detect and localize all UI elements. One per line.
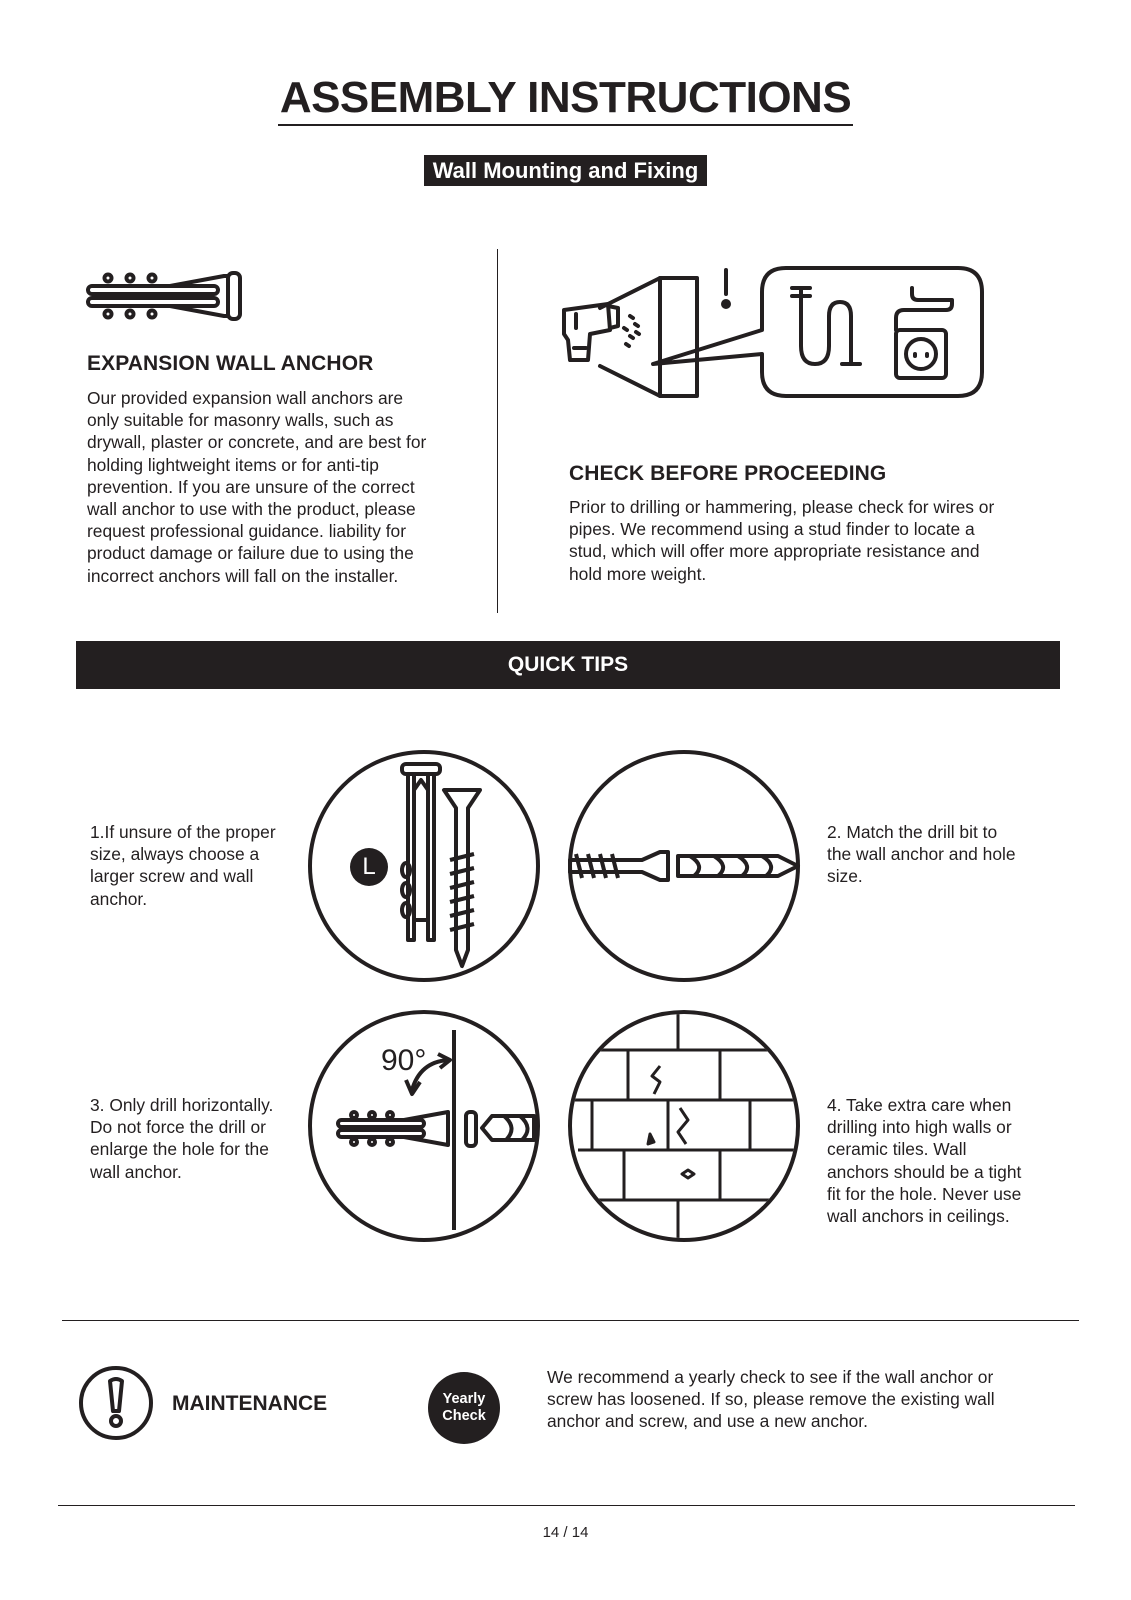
- size-l-badge: L: [350, 848, 388, 886]
- page-number: 14 / 14: [542, 1524, 589, 1541]
- text-line: wall anchors in ceilings.: [827, 1206, 1010, 1227]
- text-line: drilling into high walls or: [827, 1117, 1012, 1138]
- text-line: holding lightweight items or for anti-tip: [87, 454, 379, 475]
- footer-separator: [58, 1505, 1075, 1506]
- text-line: request professional guidance. liability for: [87, 521, 407, 542]
- check-heading: CHECK BEFORE PROCEEDING: [569, 462, 887, 485]
- text-line: screw has loosened. If so, please remove the existing wall: [547, 1389, 995, 1410]
- text-line: incorrect anchors will fall on the installer.: [87, 565, 399, 586]
- text-line: prevention. If you are unsure of the correct: [87, 476, 415, 497]
- text-line: Do not force the drill or: [90, 1117, 266, 1138]
- text-line: We recommend a yearly check to see if the wall anchor or: [547, 1367, 994, 1387]
- page-title: ASSEMBLY INSTRUCTIONS: [278, 72, 853, 126]
- tile-wall-crack-circle-icon: [568, 1010, 800, 1242]
- tip-4-text: [827, 1094, 1021, 1227]
- text-line: hold more weight.: [569, 563, 707, 584]
- maintenance-separator: [62, 1320, 1079, 1321]
- screw-drill-bit-circle-icon: [568, 750, 800, 982]
- exclamation-circle-icon: [78, 1365, 154, 1441]
- text-line: anchor.: [90, 888, 148, 909]
- page-subtitle-wrap: [0, 155, 1131, 186]
- tip-3-text: [90, 1094, 273, 1183]
- text-line: ceramic tiles. Wall: [827, 1139, 967, 1160]
- text-line: size, always choose a: [90, 844, 260, 865]
- text-line: stud, which will offer more appropriate resistance and: [569, 541, 980, 562]
- text-line: Prior to drilling or hammering, please check for wires or: [569, 497, 995, 517]
- anchor-heading: EXPANSION WALL ANCHOR: [87, 352, 374, 375]
- yearly-check-badge: [428, 1372, 500, 1444]
- maintenance-heading: MAINTENANCE: [172, 1392, 328, 1415]
- column-divider: [497, 249, 498, 613]
- text-line: product damage or failure due to using the: [87, 543, 414, 564]
- text-line: Our provided expansion wall anchors are: [87, 388, 404, 408]
- text-line: 1.If unsure of the proper: [90, 822, 276, 842]
- text-line: the wall anchor and hole: [827, 844, 1016, 865]
- tip-2-text: [827, 821, 1016, 888]
- text-line: enlarge the hole for the: [90, 1139, 269, 1160]
- anchor-description: [87, 387, 426, 587]
- text-line: only suitable for masonry walls, such as: [87, 410, 394, 431]
- text-line: wall anchor.: [90, 1161, 182, 1182]
- text-line: fit for the hole. Never use: [827, 1183, 1022, 1204]
- text-line: size.: [827, 866, 863, 887]
- text-line: 3. Only drill horizontally.: [90, 1095, 274, 1115]
- check-description: [569, 496, 994, 585]
- text-line: 2. Match the drill bit to: [827, 822, 998, 842]
- page-subtitle: Wall Mounting and Fixing: [424, 155, 708, 186]
- text-line: drywall, plaster or concrete, and are best for: [87, 432, 427, 453]
- maintenance-description: [547, 1366, 995, 1433]
- text-line: larger screw and wall: [90, 866, 254, 887]
- text-line: 4. Take extra care when: [827, 1095, 1012, 1115]
- text-line: pipes. We recommend using a stud finder to locate a: [569, 519, 975, 540]
- text-line: anchor and screw, and use a new anchor.: [547, 1411, 868, 1432]
- drill-wall-warning-icon: [560, 268, 990, 403]
- angle-90-label: 90°: [381, 1044, 427, 1077]
- yearly-label: Yearly: [442, 1391, 486, 1407]
- page-title-wrap: [0, 72, 1131, 126]
- text-line: wall anchor to use with the product, please: [87, 499, 416, 520]
- text-line: anchors should be a tight: [827, 1161, 1022, 1182]
- check-label: Check: [442, 1408, 486, 1424]
- quick-tips-bar: QUICK TIPS: [76, 641, 1060, 689]
- anchor-screw-circle-icon: [308, 750, 540, 982]
- wall-anchor-icon: [86, 272, 246, 320]
- tip-1-text: [90, 821, 276, 910]
